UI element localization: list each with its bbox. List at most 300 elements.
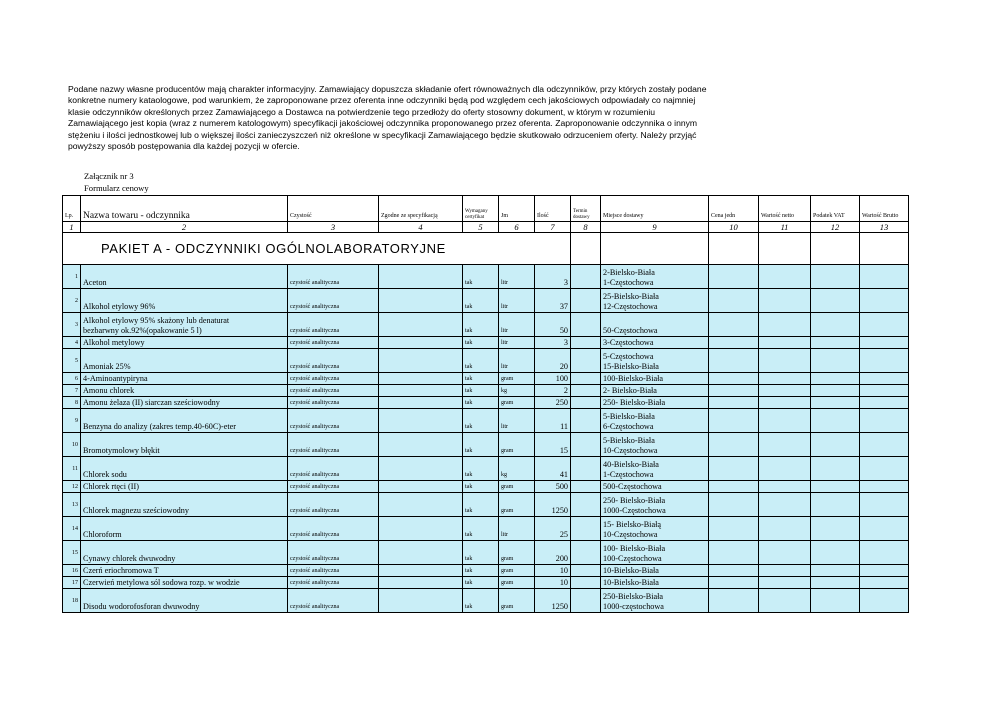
row-name: 4-Aminoantypiryna	[81, 373, 288, 385]
row-spec	[379, 409, 463, 433]
row-spec	[379, 457, 463, 481]
row-place	[601, 565, 709, 577]
row-place-line: 100- Bielsko-Biała	[603, 544, 666, 553]
row-cert: tak	[463, 565, 499, 577]
row-place	[601, 589, 709, 613]
row-spec	[379, 433, 463, 457]
row-qty: 10	[535, 577, 571, 589]
row-net	[759, 565, 811, 577]
row-spec	[379, 265, 463, 289]
header-price: Cena jedn	[709, 196, 759, 222]
row-vat	[811, 481, 860, 493]
row-cert: tak	[463, 433, 499, 457]
table-row	[63, 481, 909, 493]
row-place	[601, 265, 709, 289]
row-name: Cynawy chlorek dwuwodny	[81, 541, 288, 565]
row-term	[571, 313, 601, 337]
row-cert: tak	[463, 385, 499, 397]
row-place-line: 5-Bielsko-Biała	[603, 412, 655, 421]
row-purity: czystość analityczna	[288, 409, 379, 433]
header-purity: Czystość	[288, 196, 379, 222]
row-cert: tak	[463, 493, 499, 517]
row-name: Chlorek sodu	[81, 457, 288, 481]
column-number: 9	[601, 222, 709, 233]
row-place-line: 100-Bielsko-Biała	[603, 374, 664, 383]
row-lp: 10	[63, 433, 81, 457]
row-cert: tak	[463, 481, 499, 493]
column-number: 6	[499, 222, 535, 233]
header-row	[63, 196, 909, 222]
row-lp: 18	[63, 589, 81, 613]
column-number: 7	[535, 222, 571, 233]
row-price	[709, 493, 759, 517]
row-place-line: 10-Częstochowa	[603, 446, 658, 455]
table-row	[63, 349, 909, 373]
row-price	[709, 577, 759, 589]
row-vat	[811, 493, 860, 517]
row-name: Czerń eriochromowa T	[81, 565, 288, 577]
table-row	[63, 433, 909, 457]
row-unit: gram	[499, 397, 535, 409]
row-place-line: 1000-Częstochowa	[603, 506, 666, 515]
row-spec	[379, 385, 463, 397]
row-qty: 11	[535, 409, 571, 433]
row-name: Benzyna do analizy (zakres temp.40-60C)-eter	[81, 409, 288, 433]
row-spec	[379, 517, 463, 541]
row-lp: 16	[63, 565, 81, 577]
row-term	[571, 481, 601, 493]
row-spec	[379, 289, 463, 313]
row-net	[759, 289, 811, 313]
row-spec	[379, 349, 463, 373]
row-term	[571, 337, 601, 349]
table-row	[63, 397, 909, 409]
row-name: Chlorek rtęci (II)	[81, 481, 288, 493]
row-price	[709, 481, 759, 493]
row-unit: litr	[499, 289, 535, 313]
header-term: Termin dostawy	[571, 196, 601, 222]
row-place-line: 6-Częstochowa	[603, 422, 654, 431]
column-number: 1	[63, 222, 81, 233]
row-place-line: 10-Bielsko-Biała	[603, 578, 659, 587]
row-qty: 37	[535, 289, 571, 313]
row-qty: 250	[535, 397, 571, 409]
table-row	[63, 457, 909, 481]
row-term	[571, 493, 601, 517]
row-gross	[860, 481, 909, 493]
column-number: 4	[379, 222, 463, 233]
row-unit: gram	[499, 373, 535, 385]
row-purity: czystość analityczna	[288, 313, 379, 337]
header-spec: Zgodne ze specyfikacją	[379, 196, 463, 222]
table-row	[63, 313, 909, 337]
row-name: Amoniak 25%	[81, 349, 288, 373]
row-vat	[811, 313, 860, 337]
row-term	[571, 517, 601, 541]
table-row	[63, 589, 909, 613]
row-qty: 15	[535, 433, 571, 457]
row-gross	[860, 433, 909, 457]
row-purity: czystość analityczna	[288, 349, 379, 373]
row-gross	[860, 589, 909, 613]
row-place-line: 10-Częstochowa	[603, 530, 658, 539]
row-place-line: 5-Częstochowa	[603, 352, 654, 361]
row-cert: tak	[463, 517, 499, 541]
header-name: Nazwa towaru - odczynnika	[81, 196, 288, 222]
row-gross	[860, 289, 909, 313]
row-gross	[860, 565, 909, 577]
row-price	[709, 565, 759, 577]
row-place-line: 2-Bielsko-Biała	[603, 268, 655, 277]
row-lp: 2	[63, 289, 81, 313]
row-price	[709, 517, 759, 541]
row-unit: gram	[499, 577, 535, 589]
row-term	[571, 457, 601, 481]
row-qty: 200	[535, 541, 571, 565]
row-term	[571, 349, 601, 373]
row-place	[601, 397, 709, 409]
table-row	[63, 541, 909, 565]
row-term	[571, 397, 601, 409]
row-lp: 17	[63, 577, 81, 589]
table-row	[63, 385, 909, 397]
row-name-line: Alkohol etylowy 95% skażony lub denaturat	[83, 316, 230, 325]
row-purity: czystość analityczna	[288, 565, 379, 577]
form-title: Formularz cenowy	[84, 183, 149, 193]
row-price	[709, 541, 759, 565]
row-vat	[811, 517, 860, 541]
row-net	[759, 385, 811, 397]
row-purity: czystość analityczna	[288, 589, 379, 613]
table-row	[63, 565, 909, 577]
row-place-line: 15- Bielsko-Białą	[603, 520, 661, 529]
row-gross	[860, 457, 909, 481]
row-spec	[379, 565, 463, 577]
row-vat	[811, 349, 860, 373]
column-number: 2	[81, 222, 288, 233]
row-price	[709, 457, 759, 481]
row-net	[759, 373, 811, 385]
row-qty: 3	[535, 265, 571, 289]
row-name: Chloroform	[81, 517, 288, 541]
row-spec	[379, 373, 463, 385]
row-purity: czystość analityczna	[288, 457, 379, 481]
row-qty: 1250	[535, 493, 571, 517]
row-cert: tak	[463, 289, 499, 313]
row-lp: 4	[63, 337, 81, 349]
row-spec	[379, 397, 463, 409]
row-spec	[379, 541, 463, 565]
table-row	[63, 517, 909, 541]
row-vat	[811, 565, 860, 577]
row-name: Alkohol etylowy 96%	[81, 289, 288, 313]
row-purity: czystość analityczna	[288, 397, 379, 409]
row-term	[571, 541, 601, 565]
row-name: Amonu żelaza (II) siarczan sześciowodny	[81, 397, 288, 409]
row-place-line: 100-Częstochowa	[603, 554, 662, 563]
row-unit: gram	[499, 589, 535, 613]
row-lp: 11	[63, 457, 81, 481]
header-qty: Ilość	[535, 196, 571, 222]
row-unit: kg	[499, 457, 535, 481]
row-place-line: 500-Częstochowa	[603, 482, 662, 491]
row-term	[571, 409, 601, 433]
row-gross	[860, 385, 909, 397]
row-purity: czystość analityczna	[288, 541, 379, 565]
row-unit: litr	[499, 265, 535, 289]
row-qty: 20	[535, 349, 571, 373]
row-purity: czystość analityczna	[288, 577, 379, 589]
row-place	[601, 337, 709, 349]
row-net	[759, 589, 811, 613]
row-place-line: 1000-częstochowa	[603, 602, 664, 611]
row-cert: tak	[463, 349, 499, 373]
row-unit: gram	[499, 493, 535, 517]
row-place	[601, 481, 709, 493]
row-purity: czystość analityczna	[288, 433, 379, 457]
row-net	[759, 493, 811, 517]
row-lp: 1	[63, 265, 81, 289]
row-purity: czystość analityczna	[288, 493, 379, 517]
row-cert: tak	[463, 337, 499, 349]
table-row	[63, 373, 909, 385]
row-name: Aceton	[81, 265, 288, 289]
header-cert: Wymagany certyfikat	[463, 196, 499, 222]
row-place-line: 12-Częstochowa	[603, 302, 658, 311]
row-place	[601, 433, 709, 457]
row-vat	[811, 433, 860, 457]
row-place-line: 1-Częstochowa	[603, 470, 654, 479]
header-vat: Podatek VAT	[811, 196, 860, 222]
table-row	[63, 265, 909, 289]
row-name: Alkohol metylowy	[81, 337, 288, 349]
column-number: 10	[709, 222, 759, 233]
row-price	[709, 433, 759, 457]
row-vat	[811, 385, 860, 397]
row-term	[571, 433, 601, 457]
row-name: Amonu chlorek	[81, 385, 288, 397]
row-lp: 7	[63, 385, 81, 397]
column-number-row	[63, 222, 909, 233]
row-purity: czystość analityczna	[288, 385, 379, 397]
row-name: Disodu wodorofosforan dwuwodny	[81, 589, 288, 613]
row-qty: 1250	[535, 589, 571, 613]
row-net	[759, 433, 811, 457]
row-spec	[379, 313, 463, 337]
row-spec	[379, 493, 463, 517]
row-qty: 2	[535, 385, 571, 397]
row-cert: tak	[463, 457, 499, 481]
row-price	[709, 373, 759, 385]
row-lp: 9	[63, 409, 81, 433]
row-price	[709, 385, 759, 397]
column-number: 5	[463, 222, 499, 233]
row-net	[759, 481, 811, 493]
row-place-line: 250- Bielsko-Biała	[603, 398, 666, 407]
row-vat	[811, 541, 860, 565]
row-purity: czystość analityczna	[288, 265, 379, 289]
column-number: 12	[811, 222, 860, 233]
row-qty: 10	[535, 565, 571, 577]
row-price	[709, 589, 759, 613]
row-vat	[811, 457, 860, 481]
price-table	[62, 195, 909, 613]
row-unit: gram	[499, 541, 535, 565]
row-unit: gram	[499, 433, 535, 457]
row-place-line: 1-Częstochowa	[603, 278, 654, 287]
row-gross	[860, 409, 909, 433]
row-name: Chlorek magnezu sześciowodny	[81, 493, 288, 517]
row-purity: czystość analityczna	[288, 337, 379, 349]
row-net	[759, 541, 811, 565]
row-place	[601, 517, 709, 541]
row-gross	[860, 397, 909, 409]
row-vat	[811, 289, 860, 313]
row-unit: litr	[499, 409, 535, 433]
row-price	[709, 397, 759, 409]
row-term	[571, 265, 601, 289]
column-number: 8	[571, 222, 601, 233]
package-row	[63, 233, 909, 265]
row-place-line: 5-Bielsko-Biała	[603, 436, 655, 445]
row-qty: 50	[535, 313, 571, 337]
row-unit: gram	[499, 565, 535, 577]
row-place-line: 2- Bielsko-Biała	[603, 386, 657, 395]
package-title: PAKIET A - ODCZYNNIKI OGÓLNOLABORATORYJNE	[63, 233, 571, 265]
row-qty: 41	[535, 457, 571, 481]
row-gross	[860, 265, 909, 289]
row-place	[601, 493, 709, 517]
row-vat	[811, 577, 860, 589]
row-qty: 3	[535, 337, 571, 349]
row-spec	[379, 577, 463, 589]
row-price	[709, 409, 759, 433]
row-lp: 14	[63, 517, 81, 541]
row-lp: 15	[63, 541, 81, 565]
row-net	[759, 397, 811, 409]
row-gross	[860, 313, 909, 337]
row-cert: tak	[463, 589, 499, 613]
row-price	[709, 313, 759, 337]
row-net	[759, 457, 811, 481]
row-lp: 5	[63, 349, 81, 373]
row-term	[571, 373, 601, 385]
column-number: 13	[860, 222, 909, 233]
column-number: 11	[759, 222, 811, 233]
row-gross	[860, 373, 909, 385]
row-net	[759, 349, 811, 373]
row-lp: 12	[63, 481, 81, 493]
row-purity: czystość analityczna	[288, 373, 379, 385]
row-place-line: 250- Bielsko-Biała	[603, 496, 666, 505]
row-place	[601, 349, 709, 373]
row-cert: tak	[463, 577, 499, 589]
row-place	[601, 541, 709, 565]
row-price	[709, 337, 759, 349]
row-name	[81, 313, 288, 337]
row-name-line: bezbarwny ok.92%(opakowanie 5 l)	[83, 326, 202, 335]
table-row	[63, 409, 909, 433]
row-place	[601, 577, 709, 589]
row-gross	[860, 337, 909, 349]
row-place-line: 25-Bielsko-Biała	[603, 292, 659, 301]
row-gross	[860, 577, 909, 589]
row-place-line: 250-Bielsko-Biała	[603, 592, 664, 601]
row-spec	[379, 481, 463, 493]
header-lp: Lp.	[63, 196, 81, 222]
row-purity: czystość analityczna	[288, 289, 379, 313]
row-vat	[811, 397, 860, 409]
row-gross	[860, 517, 909, 541]
row-spec	[379, 589, 463, 613]
row-qty: 500	[535, 481, 571, 493]
row-price	[709, 289, 759, 313]
row-place	[601, 409, 709, 433]
row-term	[571, 385, 601, 397]
intro-text: Podane nazwy własne producentów mają charakter informacyjny. Zamawiający dopuszcza składanie ofert równoważnych dla odczynników, przy których zostały podane konkretne numery kataologowe, pod warunkiem, że zaproponowane przez oferenta inne odczynniki będą pod względem cech jakościowych odpowiadały co najmniej klasie odczynników określonych przez Zamawiającego a Dostawca na potwierdzenie tego przedłoży do oferty stosowny dokument, w którym w rozumieniu Zamawiającego jest kopia (wraz z numerem katologowym) specyfikacji jakościowej odczynnika proponowanego przez oferenta. Zaproponowanie odczynnika o innym stężeniu i ilości jednostkowej lub o większej ilości zanieczyszczeń niż określone w specyfikacji Zamawiającego będzie skutkowało odrzuceniem oferty. Należy przyjąć powyższy sposób postępowania dla każdej pozycji w ofercie.	[68, 84, 707, 152]
row-name: Czerwień metylowa sól sodowa rozp. w wodzie	[81, 577, 288, 589]
row-net	[759, 337, 811, 349]
row-place	[601, 313, 709, 337]
row-cert: tak	[463, 397, 499, 409]
row-cert: tak	[463, 373, 499, 385]
row-net	[759, 409, 811, 433]
row-net	[759, 577, 811, 589]
row-gross	[860, 541, 909, 565]
row-place-line: 40-Bielsko-Biała	[603, 460, 659, 469]
attachment-label: Załącznik nr 3	[84, 171, 134, 181]
row-gross	[860, 349, 909, 373]
row-price	[709, 265, 759, 289]
table-row	[63, 493, 909, 517]
header-gross: Wartość Brutto	[860, 196, 909, 222]
row-unit: litr	[499, 349, 535, 373]
row-net	[759, 265, 811, 289]
row-place	[601, 373, 709, 385]
row-qty: 25	[535, 517, 571, 541]
row-vat	[811, 373, 860, 385]
row-gross	[860, 493, 909, 517]
row-purity: czystość analityczna	[288, 517, 379, 541]
row-term	[571, 589, 601, 613]
row-unit: gram	[499, 481, 535, 493]
table-row	[63, 577, 909, 589]
header-unit: Jm	[499, 196, 535, 222]
row-lp: 8	[63, 397, 81, 409]
row-net	[759, 517, 811, 541]
row-lp: 13	[63, 493, 81, 517]
table-row	[63, 337, 909, 349]
header-net: Wartość netto	[759, 196, 811, 222]
table-row	[63, 289, 909, 313]
row-spec	[379, 337, 463, 349]
row-vat	[811, 265, 860, 289]
row-place	[601, 457, 709, 481]
row-unit: litr	[499, 313, 535, 337]
row-cert: tak	[463, 409, 499, 433]
row-term	[571, 289, 601, 313]
row-vat	[811, 589, 860, 613]
row-place-line: 3-Częstochowa	[603, 338, 654, 347]
row-lp: 3	[63, 313, 81, 337]
row-name: Bromotymolowy błękit	[81, 433, 288, 457]
row-cert: tak	[463, 265, 499, 289]
row-unit: kg	[499, 385, 535, 397]
row-purity: czystość analityczna	[288, 481, 379, 493]
row-place-line: 15-Bielsko-Biała	[603, 362, 659, 371]
row-place	[601, 289, 709, 313]
row-qty: 100	[535, 373, 571, 385]
